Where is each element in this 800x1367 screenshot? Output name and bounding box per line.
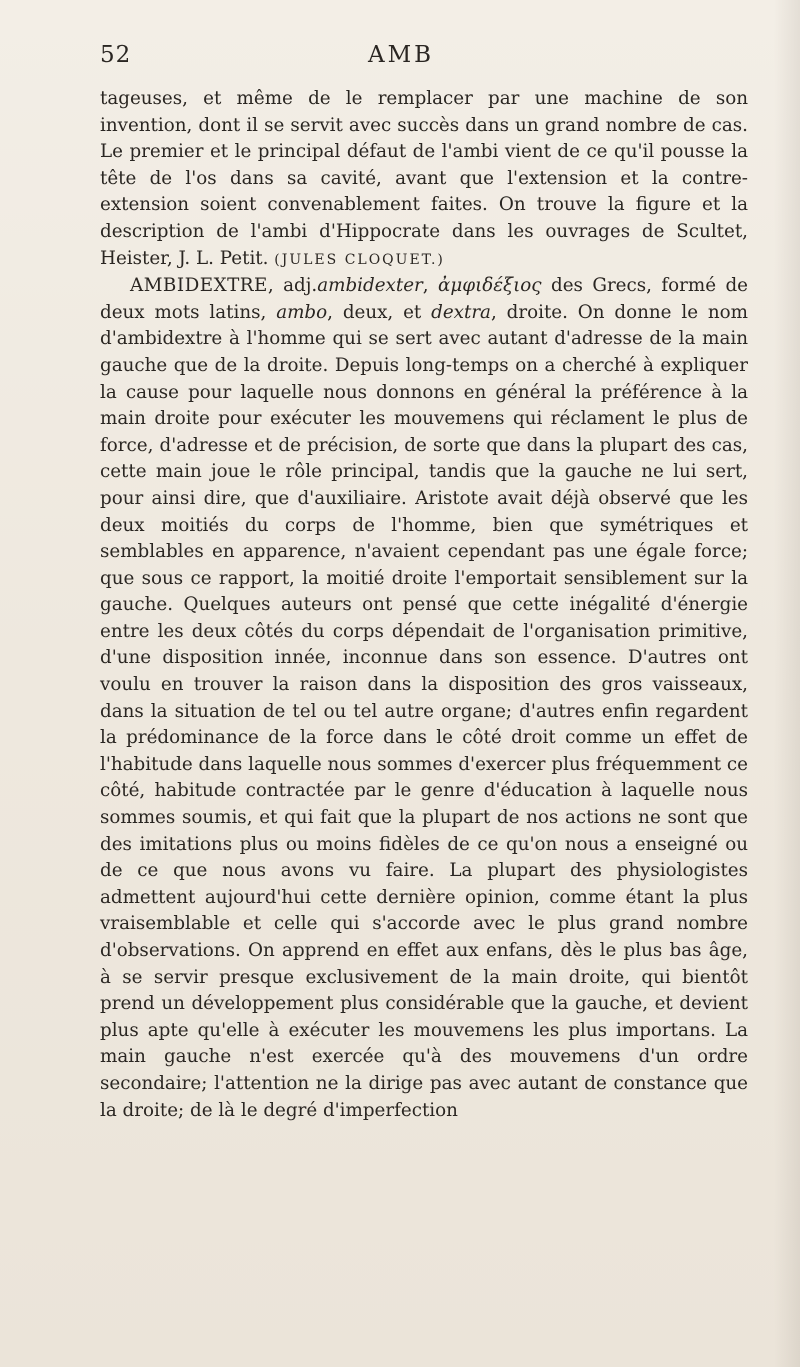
latin-word-dextra: dextra	[431, 301, 491, 323]
greek-etymon: ἀμφιδέξιος	[438, 275, 542, 297]
author-signature: (JULES CLOQUET.)	[274, 251, 445, 268]
paragraph-continuation	[100, 86, 748, 273]
entry-body-text: , droite. On donne le nom d'ambidextre à l'homme qui se sert avec autant d'adresse de la main gauche que de la droite. Depuis long-temps on a cherché à expliquer la cause pour laquelle nous donnons en général la préférence à la main droite pour exécuter les mouvemens qui réclament le plus de force, d'adresse et de précision, de sorte que dans la plupart des cas, cette main joue le rôle principal, tandis que la gauche ne lui sert, pour ainsi dire, que d'auxiliaire. Aristote avait déjà observé que les deux moitiés du corps de l'homme, bien que symétriques et semblables en apparence, n'avaient cependant pas une égale force; que sous ce rapport, la moitié droite l'emportait sensiblement sur la gauche. Quelques auteurs ont pensé que cette inégalité d'énergie entre les deux côtés du corps dépendait de l'organisation primitive, d'une disposition innée, inconnue dans son essence. D'autres ont voulu en trouver la raison dans la disposition des gros vaisseaux, dans la situation de tel ou tel autre organe; d'autres enfin regardent la prédominance de la force dans le côté droit comme un effet de l'habitude dans laquelle nous sommes d'exercer plus fréquemment ce côté, habitude contractée par le genre d'éducation à laquelle nous sommes soumis, et qui fait que la plupart de nos actions ne sont que des imitations plus ou moins fidèles de ce qu'on nous a enseigné ou de ce que nous avons vu faire. La plupart des physiologistes admettent aujourd'hui cette dernière opinion, comme étant la plus vraisemblable et celle qui s'accorde avec le plus grand nombre d'observations. On apprend en effet aux enfans, dès le plus bas âge, à se servir presque exclusivement de la main droite, qui bientôt prend un développement plus considérable que la gauche, et devient plus apte qu'elle à exécuter les mouvemens les plus importans. La main gauche n'est exercée qu'à des mouvemens d'un ordre secondaire; l'attention ne la dirige pas avec autant de constance que la droite; de là le degré d'imperfection	[100, 301, 749, 1121]
page-header	[100, 42, 740, 76]
headword: AMBIDEXTRE	[130, 275, 268, 297]
page-edge-shadow	[774, 0, 800, 1367]
body-text	[100, 86, 748, 1124]
entry-ambidextre	[100, 273, 748, 1124]
part-of-speech: , adj.	[267, 275, 318, 297]
etymon-separator: ,	[422, 275, 439, 297]
etymology-text-2: , deux, et	[327, 301, 432, 323]
etymology-text-1: des Grecs, formé de deux mots latins,	[100, 275, 749, 323]
page-number: 52	[100, 42, 132, 68]
latin-etymon: ambidexter	[317, 275, 423, 297]
running-head: AMB	[368, 42, 435, 68]
paragraph-continuation-text: tageuses, et même de le remplacer par une machine de son invention, dont il se servit avec succès dans un grand nombre de cas. Le premier et le principal défaut de l'ambi vient de ce qu'il pousse la tête de l'os dans sa cavité, avant que l'extension et la contre-extension soient convenablement faites. On trouve la figure et la description de l'ambi d'Hippocrate dans les ouvrages de Scultet, Heister, J. L. Petit.	[100, 88, 748, 269]
latin-word-ambo: ambo	[276, 301, 328, 323]
